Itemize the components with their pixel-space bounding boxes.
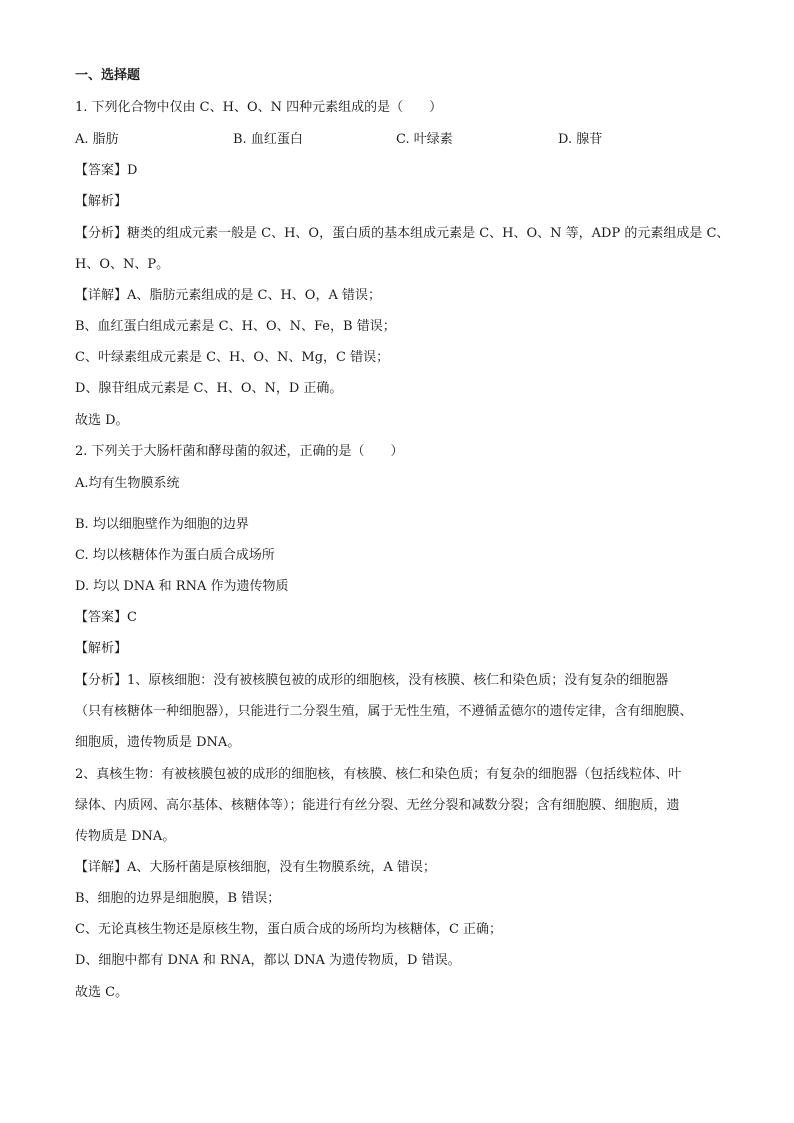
q2-conclusion: 故选 C。 — [75, 985, 129, 1000]
q1-option-b: B. 血红蛋白 — [233, 132, 303, 147]
q1-stem: 1. 下列化合物中仅由 C、H、O、N 四种元素组成的是（ ） — [75, 100, 443, 115]
q1-analysis-title: 【解析】 — [75, 194, 128, 209]
q2-option-b: B. 均以细胞壁作为细胞的边界 — [75, 517, 249, 532]
q2-analysis-line-6: 传物质是 DNA。 — [75, 829, 176, 844]
q1-analysis-line-1: 【分析】糖类的组成元素一般是 C、H、O，蛋白质的基本组成元素是 C、H、O、N 等，ADP 的元素组成是 C、 — [75, 226, 730, 241]
q1-option-c: C. 叶绿素 — [396, 132, 453, 147]
section-title: 一、选择题 — [75, 68, 141, 83]
q1-detail-line-1: 【详解】A、脂肪元素组成的是 C、H、O，A 错误； — [75, 288, 381, 303]
q1-option-a: A. 脂肪 — [75, 132, 119, 147]
q2-option-c: C. 均以核糖体作为蛋白质合成场所 — [75, 548, 275, 563]
q1-detail-line-2: B、血红蛋白组成元素是 C、H、O、N、Fe，B 错误； — [75, 319, 396, 334]
q1-detail-line-3: C、叶绿素组成元素是 C、H、O、N、Mg，C 错误； — [75, 350, 390, 365]
q1-answer: 【答案】D — [75, 163, 138, 178]
q2-stem: 2. 下列关于大肠杆菌和酵母菌的叙述，正确的是（ ） — [75, 444, 404, 459]
q2-analysis-line-2: （只有核糖体一种细胞器），只能进行二分裂生殖，属于无性生殖，不遵循孟德尔的遗传定律，含有细胞膜、 — [75, 704, 693, 719]
q2-option-d: D. 均以 DNA 和 RNA 作为遗传物质 — [75, 579, 289, 594]
q2-answer: 【答案】C — [75, 610, 137, 625]
q2-analysis-title: 【解析】 — [75, 641, 128, 656]
q1-option-d: D. 腺苷 — [558, 132, 603, 147]
q2-analysis-line-4: 2、真核生物：有被核膜包被的成形的细胞核，有核膜、核仁和染色质；有复杂的细胞器（包括线粒体、叶 — [75, 767, 682, 782]
q2-analysis-line-3: 细胞质，遗传物质是 DNA。 — [75, 735, 241, 750]
q2-detail-line-4: D、细胞中都有 DNA 和 RNA，都以 DNA 为遗传物质，D 错误。 — [75, 953, 461, 968]
q2-detail-line-2: B、细胞的边界是细胞膜，B 错误； — [75, 891, 281, 906]
q2-analysis-line-5: 绿体、内质网、高尔基体、核糖体等）；能进行有丝分裂、无丝分裂和减数分裂；含有细胞膜、细胞质，遗 — [75, 798, 680, 813]
q2-analysis-line-1: 【分析】1、原核细胞：没有被核膜包被的成形的细胞核，没有核膜、核仁和染色质；没有复杂的细胞器 — [75, 673, 669, 688]
q1-conclusion: 故选 D。 — [75, 413, 129, 428]
q2-detail-line-3: C、无论真核生物还是原核生物，蛋白质合成的场所均为核糖体，C 正确； — [75, 922, 503, 937]
q1-detail-line-4: D、腺苷组成元素是 C、H、O、N，D 正确。 — [75, 381, 343, 396]
q2-option-a: A.均有生物膜系统 — [75, 476, 180, 491]
q2-detail-line-1: 【详解】A、大肠杆菌是原核细胞，没有生物膜系统，A 错误； — [75, 860, 436, 875]
q1-analysis-line-2: H、O、N、P。 — [75, 257, 170, 272]
